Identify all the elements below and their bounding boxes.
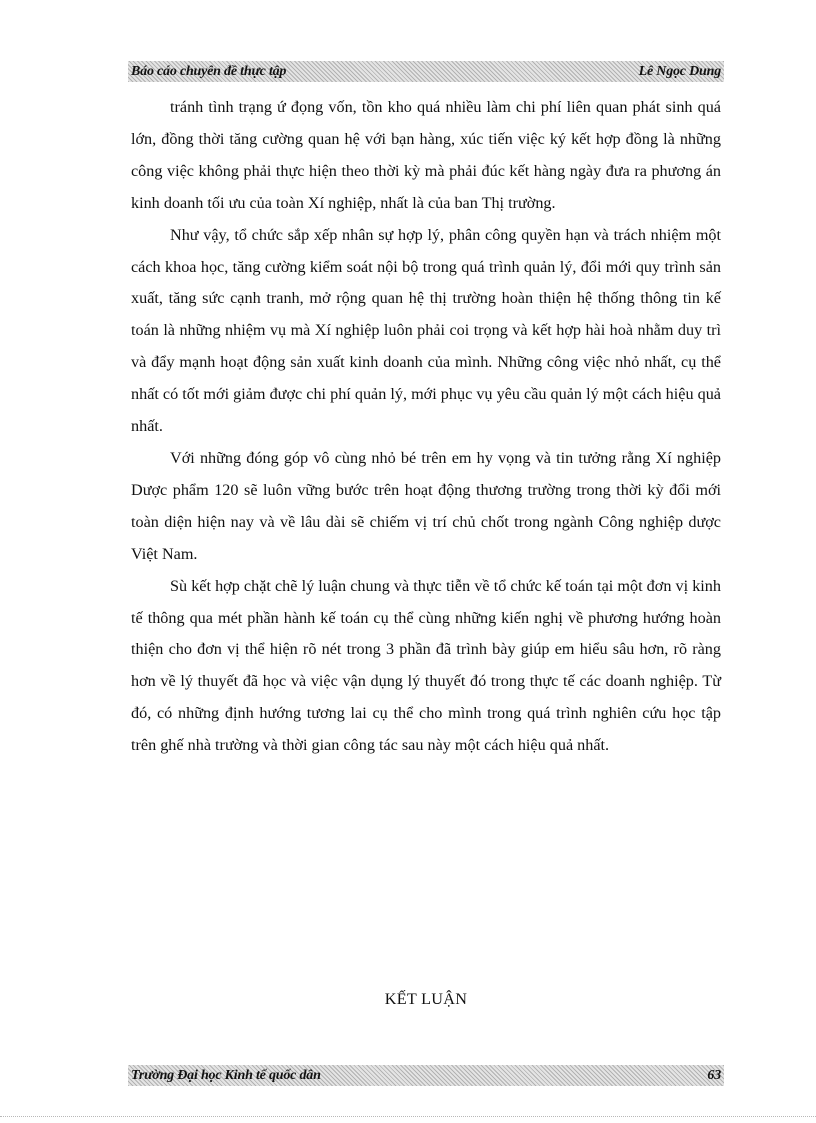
- page-header: [128, 61, 724, 82]
- paragraph-2: Như vậy, tổ chức sắp xếp nhân sự hợp lý, phân công quyền hạn và trách nhiệm một cách khoa học, tăng cường kiểm soát nội bộ trong quá trình quản lý, đổi mới quy trình sản xuất, tăng sức cạnh tranh, mở rộng quan hệ thị trường hoàn thiện hệ thống thông tin kế toán là những nhiệm vụ mà Xí nghiệp luôn phải coi trọng và kết hợp hài hoà nhằm duy trì và đẩy mạnh hoạt động sản xuất kinh doanh của mình. Những công việc nhỏ nhất, cụ thể nhất có tốt mới giảm được chi phí quản lý, mới phục vụ yêu cầu quản lý một cách hiệu quả nhất.: [131, 225, 721, 436]
- header-report-title: Báo cáo chuyên đề thực tập: [131, 63, 287, 79]
- closing-heading: KẾT LUẬN: [384, 990, 468, 1008]
- document-body: [131, 92, 721, 762]
- header-author-name: Lê Ngọc Dung: [638, 63, 721, 79]
- paragraph-3: Với những đóng góp vô cùng nhỏ bé trên em hy vọng và tin tưởng rằng Xí nghiệp Dược phẩm 120 sẽ luôn vững bước trên hoạt động thương trường trong thời kỳ đổi mới toàn diện hiện nay và về lâu dài sẽ chiếm vị trí chủ chốt trong ngành Công nghiệp dược Việt Nam.: [131, 448, 721, 563]
- footer-page-number: 63: [707, 1067, 721, 1083]
- paragraph-4: Sù kết hợp chặt chẽ lý luận chung và thực tiễn về tổ chức kế toán tại một đơn vị kinh tế thông qua mét phần hành kế toán cụ thể cùng những kiến nghị về phương hướng hoàn thiện cho đơn vị thể hiện rõ nét trong 3 phần đã trình bày giúp em hiểu sâu hơn, rõ ràng hơn về lý thuyết đã học và việc vận dụng lý thuyết đó trong thực tế các doanh nghiệp. Từ đó, có những định hướng tương lai cụ thể cho mình trong quá trình nghiên cứu học tập trên ghế nhà trường và thời gian công tác sau này một cách hiệu quả nhất.: [131, 576, 721, 755]
- page-edge-divider: [0, 1116, 816, 1117]
- page-footer: [128, 1065, 724, 1086]
- footer-university-name: Trường Đại học Kinh tế quốc dân: [131, 1067, 321, 1083]
- paragraph-1: tránh tình trạng ứ đọng vốn, tồn kho quá nhiều làm chi phí liên quan phát sinh quá lớn, đồng thời tăng cường quan hệ với bạn hàng, xúc tiến việc ký kết hợp đồng là những công việc không phải thực hiện theo thời kỳ mà phải đúc kết hàng ngày đưa ra phương án kinh doanh tối ưu của toàn Xí nghiệp, nhất là của ban Thị trường.: [131, 98, 721, 212]
